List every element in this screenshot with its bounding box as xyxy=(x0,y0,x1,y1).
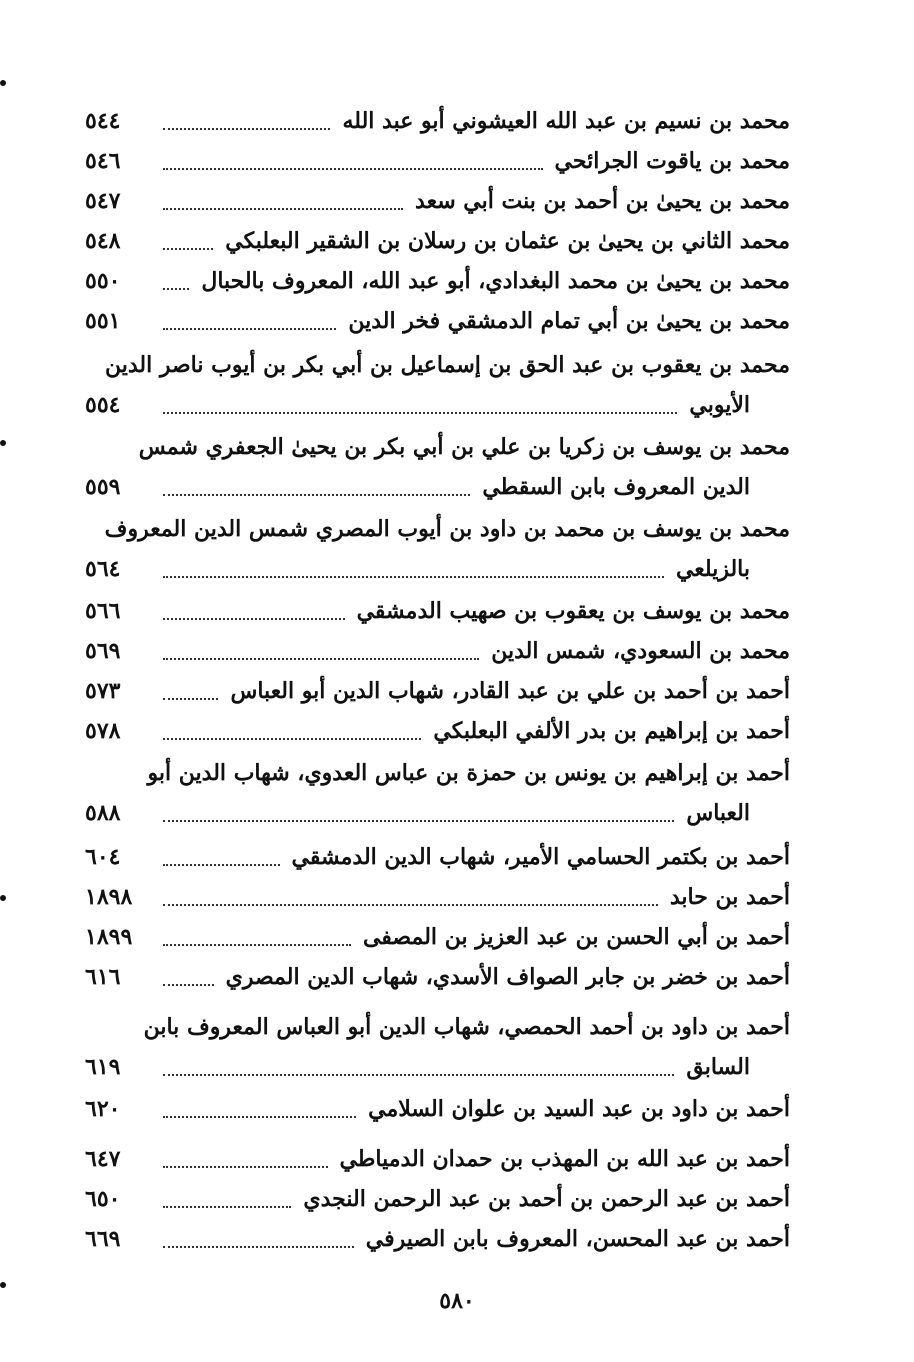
entry-line xyxy=(85,758,790,798)
entry-page-number: ١٨٩٩ xyxy=(85,924,133,950)
entry-name: أحمد بن عبد الرحمن بن أحمد بن عبد الرحمن النجدي xyxy=(303,1186,790,1212)
index-entry xyxy=(85,350,790,430)
index-entry xyxy=(85,146,790,186)
entry-page-number: ٥٥٩ xyxy=(85,474,121,500)
entry-line xyxy=(85,922,790,962)
index-entry xyxy=(85,306,790,346)
index-entry xyxy=(85,758,790,838)
entry-page-number: ٥٤٦ xyxy=(85,148,121,174)
entry-name: محمد الثاني بن يحيىٰ بن عثمان بن رسلان بن الشقير البعلبكي xyxy=(225,228,790,254)
index-entry xyxy=(85,1094,790,1134)
entry-page-number: ٥٥١ xyxy=(85,308,121,334)
entry-line xyxy=(85,798,790,838)
entry-line xyxy=(85,842,790,882)
margin-mark xyxy=(0,440,6,446)
entry-page-number: ٦٦٩ xyxy=(85,1226,121,1252)
entry-name: أحمد بن داود بن عبد السيد بن علوان السلامي xyxy=(368,1096,790,1122)
entry-page-number: ٦٠٤ xyxy=(85,844,121,870)
entry-line xyxy=(85,1184,790,1224)
margin-mark xyxy=(0,80,6,86)
index-entry xyxy=(85,1012,790,1092)
entry-line xyxy=(85,554,790,594)
entry-name: محمد بن السعودي، شمس الدين xyxy=(491,638,790,664)
entry-line xyxy=(85,350,790,390)
entry-name: محمد بن ياقوت الجرائحي xyxy=(554,148,790,174)
leader-dots xyxy=(163,1246,354,1248)
entry-line xyxy=(85,514,790,554)
entry-name: محمد بن يعقوب بن عبد الحق بن إسماعيل بن أبي بكر بن أيوب ناصر الدين xyxy=(104,352,790,378)
index-entry xyxy=(85,1144,790,1184)
entry-line xyxy=(85,716,790,756)
entry-name: أحمد بن داود بن أحمد الحمصي، شهاب الدين أبو العباس المعروف بابن xyxy=(143,1014,790,1040)
leader-dots xyxy=(163,738,421,740)
leader-dots xyxy=(163,984,214,986)
entry-name-continuation: بالزيلعي xyxy=(675,556,750,582)
entry-name: محمد بن يوسف بن يعقوب بن صهيب الدمشقي xyxy=(356,598,790,624)
entry-line xyxy=(85,676,790,716)
entry-page-number: ٥٥٠ xyxy=(85,268,121,294)
index-entry xyxy=(85,676,790,716)
entry-page-number: ٦٥٠ xyxy=(85,1186,121,1212)
entry-page-number: ٥٦٤ xyxy=(85,556,121,582)
entry-page-number: ٥٤٨ xyxy=(85,228,121,254)
entry-line xyxy=(85,390,790,430)
index-entry xyxy=(85,962,790,1002)
entry-name: محمد بن يوسف بن زكريا بن علي بن أبي بكر بن يحيىٰ الجعفري شمس xyxy=(138,434,790,460)
entry-name-continuation: السابق xyxy=(686,1054,750,1080)
entry-page-number: ٥٤٤ xyxy=(85,108,121,134)
leader-dots xyxy=(163,288,189,290)
leader-dots xyxy=(163,698,218,700)
entry-line xyxy=(85,1094,790,1134)
index-entry xyxy=(85,922,790,962)
entry-line xyxy=(85,1052,790,1092)
index-entry xyxy=(85,226,790,266)
entry-name: أحمد بن عبد الله بن المهذب بن حمدان الدمياطي xyxy=(339,1146,790,1172)
entry-line xyxy=(85,1144,790,1184)
entry-name: أحمد بن عبد المحسن، المعروف بابن الصيرفي xyxy=(365,1226,790,1252)
leader-dots xyxy=(163,168,543,170)
entry-page-number: ٦٤٧ xyxy=(85,1146,121,1172)
leader-dots xyxy=(163,1166,328,1168)
entry-name-continuation: الأيوبي xyxy=(689,392,750,418)
page-number: ٥٨٠ xyxy=(439,1288,475,1314)
entry-name: محمد بن يحيىٰ بن محمد البغدادي، أبو عبد الله، المعروف بالحبال xyxy=(201,268,790,294)
leader-dots xyxy=(163,944,351,946)
entry-line xyxy=(85,146,790,186)
entry-line xyxy=(85,1224,790,1264)
index-entry xyxy=(85,596,790,636)
leader-dots xyxy=(163,412,677,414)
index-entry xyxy=(85,882,790,922)
leader-dots xyxy=(163,128,330,130)
index-entry xyxy=(85,514,790,594)
entry-page-number: ٦١٩ xyxy=(85,1054,121,1080)
leader-dots xyxy=(163,904,658,906)
entry-line xyxy=(85,266,790,306)
entry-line xyxy=(85,882,790,922)
entry-page-number: ٥٥٤ xyxy=(85,392,121,418)
entry-name: أحمد بن حابد xyxy=(669,884,790,910)
leader-dots xyxy=(163,248,213,250)
leader-dots xyxy=(163,1074,674,1076)
leader-dots xyxy=(163,576,664,578)
index-entry xyxy=(85,186,790,226)
leader-dots xyxy=(163,820,674,822)
leader-dots xyxy=(163,1116,356,1118)
entry-name: أحمد بن إبراهيم بن بدر الألفي البعلبكي xyxy=(433,718,790,744)
entry-name: محمد بن يحيىٰ بن أحمد بن بنت أبي سعد xyxy=(415,188,790,214)
entry-name: محمد بن يحيىٰ بن أبي تمام الدمشقي فخر الدين xyxy=(348,308,790,334)
index-entry xyxy=(85,1224,790,1264)
entry-line xyxy=(85,472,790,512)
index-entry xyxy=(85,106,790,146)
entry-page-number: ٥٦٩ xyxy=(85,638,121,664)
entry-line xyxy=(85,962,790,1002)
index-entry xyxy=(85,716,790,756)
entry-name: أحمد بن أبي الحسن بن عبد العزيز بن المصفى xyxy=(362,924,790,950)
entry-line xyxy=(85,186,790,226)
index-entry xyxy=(85,842,790,882)
index-entry xyxy=(85,636,790,676)
entry-page-number: ٦٢٠ xyxy=(85,1096,121,1122)
entry-line xyxy=(85,636,790,676)
entry-page-number: ٥٦٦ xyxy=(85,598,121,624)
index-entry xyxy=(85,432,790,512)
entry-name: أحمد بن إبراهيم بن يونس بن حمزة بن عباس العدوي، شهاب الدين أبو xyxy=(147,760,790,786)
leader-dots xyxy=(163,328,336,330)
entry-line xyxy=(85,306,790,346)
entry-line xyxy=(85,106,790,146)
entry-line xyxy=(85,432,790,472)
entry-name-continuation: الدين المعروف بابن السقطي xyxy=(482,474,750,500)
entry-page-number: ٥٤٧ xyxy=(85,188,121,214)
entry-page-number: ٥٧٣ xyxy=(85,678,121,704)
entry-page-number: ١٨٩٨ xyxy=(85,884,133,910)
index-entry xyxy=(85,1184,790,1224)
leader-dots xyxy=(163,1206,291,1208)
margin-mark xyxy=(0,895,6,901)
entry-line xyxy=(85,1012,790,1052)
entry-line xyxy=(85,596,790,636)
entry-page-number: ٥٧٨ xyxy=(85,718,121,744)
entry-name: أحمد بن خضر بن جابر الصواف الأسدي، شهاب الدين المصري xyxy=(225,964,790,990)
leader-dots xyxy=(163,618,345,620)
entry-name: أحمد بن بكتمر الحسامي الأمير، شهاب الدين الدمشقي xyxy=(291,844,790,870)
leader-dots xyxy=(163,208,403,210)
leader-dots xyxy=(163,494,470,496)
entry-name: محمد بن نسيم بن عبد الله العيشوني أبو عبد الله xyxy=(342,108,790,134)
entry-name-continuation: العباس xyxy=(686,800,750,826)
entry-name: أحمد بن أحمد بن علي بن عبد القادر، شهاب الدين أبو العباس xyxy=(230,678,790,704)
entry-line xyxy=(85,226,790,266)
entry-page-number: ٥٨٨ xyxy=(85,800,121,826)
entry-page-number: ٦١٦ xyxy=(85,964,121,990)
index-entry xyxy=(85,266,790,306)
entry-name: محمد بن يوسف بن محمد بن داود بن أيوب المصري شمس الدين المعروف xyxy=(104,516,790,542)
leader-dots xyxy=(163,864,280,866)
leader-dots xyxy=(163,658,479,660)
